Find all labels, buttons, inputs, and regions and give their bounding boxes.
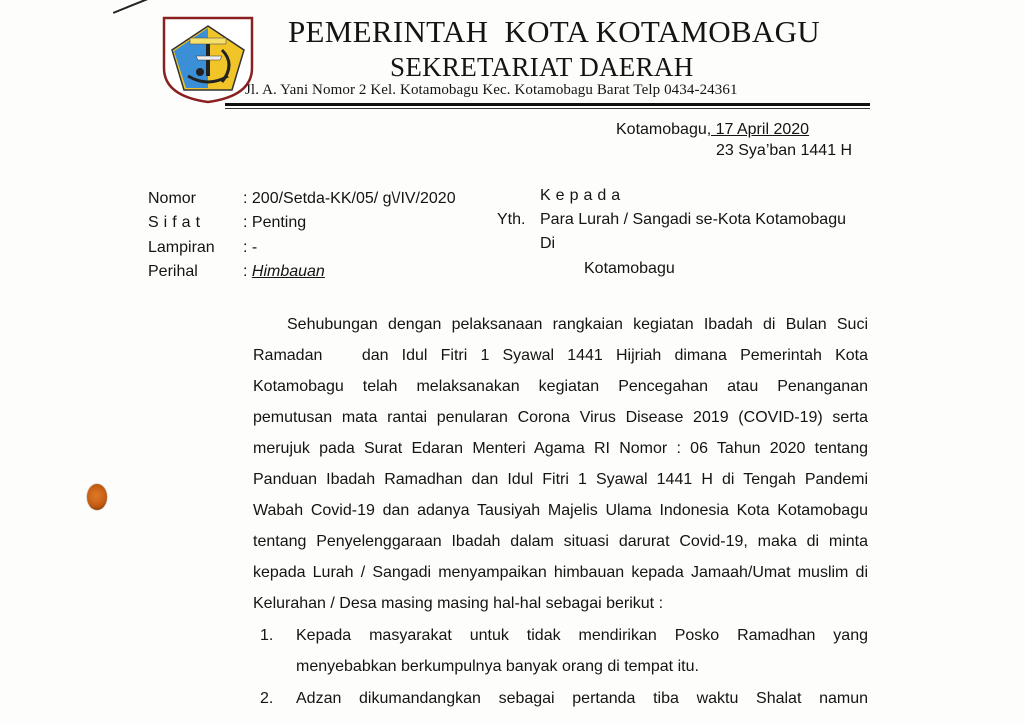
date-hijri: 23 Sya’ban 1441 H	[716, 142, 853, 159]
list-item-number: 2.	[260, 690, 274, 707]
meta-value-sifat: : Penting	[243, 214, 307, 231]
paragraph-line: Sehubungan dengan pelaksanaan rangkaian kegiatan Ibadah di Bulan Suci	[287, 316, 868, 333]
recipient-yth: Yth.	[497, 211, 526, 228]
paragraph-line: Panduan Ibadah Ramadhan dan Idul Fitri 1 Syawal 1441 H di Tengah Pandemi	[253, 471, 868, 488]
list-item-line: menyebabkan berkumpulnya banyak orang di tempat itu.	[296, 658, 699, 675]
list-item-line: Kepada masyarakat untuk tidak mendirikan Posko Ramadhan yang	[296, 627, 868, 644]
paragraph-line: Kelurahan / Desa masing masing hal-hal sebagai berikut :	[253, 595, 664, 612]
paragraph-line: Kotamobagu telah melaksanakan kegiatan Pencegahan atau Penanganan	[253, 378, 868, 395]
meta-label-sifat: Sifat	[148, 214, 206, 231]
paragraph-line: pemutusan mata rantai penularan Corona Virus Disease 2019 (COVID-19) serta	[253, 409, 868, 426]
meta-label-nomor: Nomor	[148, 190, 197, 207]
pen-mark	[113, 0, 149, 14]
paragraph-line: tentang Penyelenggaraan Ibadah dalam situasi darurat Covid-19, maka di minta	[253, 533, 868, 550]
paragraph-line: merujuk pada Surat Edaran Menteri Agama RI Nomor : 06 Tahun 2020 tentang	[253, 440, 868, 457]
date-place: Kotamobagu	[616, 121, 707, 138]
recipient-name: Para Lurah / Sangadi se-Kota Kotamobagu	[540, 211, 846, 228]
meta-label-perihal: Perihal	[148, 263, 198, 280]
letterhead-rule-thin	[225, 108, 870, 109]
date-gregorian: , 17 April 2020	[706, 121, 810, 138]
list-item-line: Adzan dikumandangkan sebagai pertanda tiba waktu Shalat namun	[296, 690, 868, 707]
paragraph-line: Wabah Covid-19 dan adanya Tausiyah Majelis Ulama Indonesia Kota Kotamobagu	[253, 502, 868, 519]
letterhead-rule-thick	[225, 103, 870, 106]
perihal-prefix: :	[243, 263, 252, 280]
kota-kotamobagu-crest-icon	[160, 16, 256, 104]
recipient-kepada: Kepada	[540, 187, 626, 204]
letter-date	[616, 121, 809, 139]
meta-value-lampiran: : -	[243, 239, 258, 256]
recipient-di: Di	[540, 235, 556, 252]
perihal-subject: Himbauan	[251, 263, 325, 280]
meta-value-nomor: : 200/Setda-KK/05/ ɡ\/IV/2020	[243, 190, 456, 207]
punch-hole-mark	[87, 484, 107, 510]
paragraph-line: Ramadan dan Idul Fitri 1 Syawal 1441 Hijriah dimana Pemerintah Kota	[253, 347, 868, 364]
letterhead-address: Jl. A. Yani Nomor 2 Kel. Kotamobagu Kec. Kotamobagu Barat Telp 0434-24361	[245, 82, 738, 98]
list-item-number: 1.	[260, 627, 274, 644]
letterhead-title: PEMERINTAH KOTA KOTAMOBAGU	[288, 14, 820, 49]
meta-label-lampiran: Lampiran	[148, 239, 215, 256]
letterhead-subtitle: SEKRETARIAT DAERAH	[390, 52, 694, 82]
paragraph-line: kepada Lurah / Sangadi menyampaikan himbauan kepada Jamaah/Umat muslim di	[253, 564, 868, 581]
recipient-city: Kotamobagu	[584, 260, 675, 277]
meta-value-perihal	[243, 263, 325, 281]
